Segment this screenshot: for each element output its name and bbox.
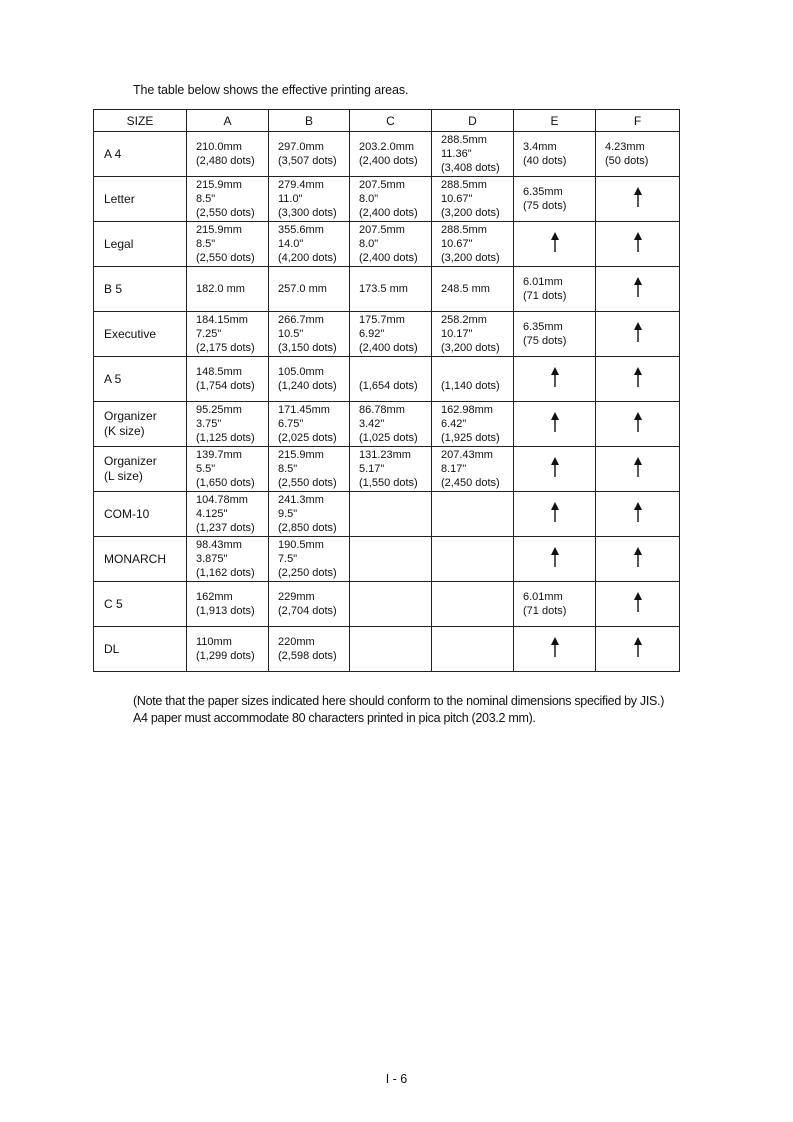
value-line: 207.5mm xyxy=(359,224,405,236)
value-line: (75 dots) xyxy=(523,335,567,347)
size-cell xyxy=(94,582,187,627)
value-line: (1,237 dots) xyxy=(196,522,255,534)
value-line: (1,550 dots) xyxy=(359,477,418,489)
size-cell xyxy=(94,537,187,582)
value-line: 8.5" xyxy=(196,238,216,250)
value-line xyxy=(359,365,431,379)
size-cell xyxy=(94,222,187,267)
value-line: (3,300 dots) xyxy=(278,207,337,219)
same-as-above-cell xyxy=(596,177,680,222)
value-cell-c xyxy=(350,402,432,447)
value-cell-c xyxy=(350,132,432,177)
value-cell-d xyxy=(432,177,514,222)
value-line: 139.7mm xyxy=(196,449,242,461)
value-line: 229mm xyxy=(278,591,315,603)
up-arrow-icon xyxy=(633,322,643,342)
value-line: 8.0" xyxy=(359,193,379,205)
table-row xyxy=(94,267,680,312)
value-line: 5.17" xyxy=(359,463,385,475)
value-line: (2,250 dots) xyxy=(278,567,337,579)
value-line: 248.5 mm xyxy=(441,283,490,295)
value-line: 98.43mm xyxy=(196,539,242,551)
value-line: 6.35mm xyxy=(523,186,563,198)
value-cell-c xyxy=(350,177,432,222)
size-cell xyxy=(94,357,187,402)
value-cell-a xyxy=(187,537,269,582)
value-line: 279.4mm xyxy=(278,179,324,191)
value-line: 3.75" xyxy=(196,418,222,430)
up-arrow-icon xyxy=(550,412,560,432)
size-cell xyxy=(94,447,187,492)
value-cell-d xyxy=(432,537,514,582)
same-as-above-cell xyxy=(514,222,596,267)
value-line: 173.5 mm xyxy=(359,283,408,295)
up-arrow-icon xyxy=(550,367,560,387)
same-as-above-cell xyxy=(596,267,680,312)
value-line: 162mm xyxy=(196,591,233,603)
value-cell-b xyxy=(269,132,350,177)
value-line: (2,025 dots) xyxy=(278,432,337,444)
size-label: Organizer xyxy=(104,409,157,423)
up-arrow-icon xyxy=(550,547,560,567)
value-cell-b xyxy=(269,312,350,357)
value-line: (3,408 dots) xyxy=(441,162,500,174)
value-cell-b xyxy=(269,447,350,492)
value-cell-b xyxy=(269,267,350,312)
size-label: Letter xyxy=(104,191,135,206)
same-as-above-cell xyxy=(596,402,680,447)
note-line-2: A4 paper must accommodate 80 characters printed in pica pitch (203.2 mm). xyxy=(133,711,536,725)
value-cell-a xyxy=(187,267,269,312)
value-line: (2,480 dots) xyxy=(196,155,255,167)
value-line: (40 dots) xyxy=(523,155,567,167)
value-line: 241.3mm xyxy=(278,494,324,506)
printing-area-table xyxy=(93,109,680,672)
size-cell xyxy=(94,627,187,672)
value-line: 288.5mm xyxy=(441,134,487,146)
value-line: 6.42" xyxy=(441,418,467,430)
table-row xyxy=(94,312,680,357)
table-row xyxy=(94,447,680,492)
value-line: 266.7mm xyxy=(278,314,324,326)
value-cell-a xyxy=(187,312,269,357)
size-cell xyxy=(94,177,187,222)
size-label: COM-10 xyxy=(104,506,150,521)
value-cell-e xyxy=(514,132,596,177)
table-row xyxy=(94,132,680,177)
value-line: 10.67" xyxy=(441,238,473,250)
same-as-above-cell xyxy=(596,582,680,627)
value-line: 6.35mm xyxy=(523,321,563,333)
value-line: 95.25mm xyxy=(196,404,242,416)
value-cell-c xyxy=(350,267,432,312)
value-line: (1,654 dots) xyxy=(359,380,418,392)
value-line: 175.7mm xyxy=(359,314,405,326)
value-line: 210.0mm xyxy=(196,141,242,153)
up-arrow-icon xyxy=(633,277,643,297)
size-label: B 5 xyxy=(104,281,123,296)
value-cell-a xyxy=(187,177,269,222)
up-arrow-icon xyxy=(633,457,643,477)
value-cell-d xyxy=(432,582,514,627)
value-line: 14.0" xyxy=(278,238,304,250)
value-cell-a xyxy=(187,132,269,177)
header-size: SIZE xyxy=(94,110,187,132)
value-line: (3,200 dots) xyxy=(441,207,500,219)
value-cell-b xyxy=(269,402,350,447)
header-col-b: B xyxy=(269,110,350,132)
value-line: (1,162 dots) xyxy=(196,567,255,579)
value-line: 10.17" xyxy=(441,328,473,340)
size-cell xyxy=(94,402,187,447)
table-row xyxy=(94,582,680,627)
header-col-f: F xyxy=(596,110,680,132)
value-line: (2,704 dots) xyxy=(278,605,337,617)
same-as-above-cell xyxy=(596,627,680,672)
value-line: 10.67" xyxy=(441,193,473,205)
value-line: 10.5" xyxy=(278,328,304,340)
value-line: (2,400 dots) xyxy=(359,252,418,264)
size-label: C 5 xyxy=(104,596,123,611)
value-line: 4.125" xyxy=(196,508,228,520)
value-line: 220mm xyxy=(278,636,315,648)
value-line: (2,400 dots) xyxy=(359,207,418,219)
value-line: 355.6mm xyxy=(278,224,324,236)
value-cell-d xyxy=(432,357,514,402)
size-cell xyxy=(94,267,187,312)
value-line: 182.0 mm xyxy=(196,283,245,295)
up-arrow-icon xyxy=(550,232,560,252)
value-line: 104.78mm xyxy=(196,494,248,506)
value-line: 8.5" xyxy=(196,193,216,205)
size-label: Executive xyxy=(104,326,157,341)
header-col-e: E xyxy=(514,110,596,132)
value-cell-e xyxy=(514,177,596,222)
value-line: (2,850 dots) xyxy=(278,522,337,534)
value-line: (2,450 dots) xyxy=(441,477,500,489)
header-col-c: C xyxy=(350,110,432,132)
same-as-above-cell xyxy=(596,447,680,492)
value-cell-d xyxy=(432,402,514,447)
value-line: (3,507 dots) xyxy=(278,155,337,167)
value-line: 257.0 mm xyxy=(278,283,327,295)
table-row xyxy=(94,222,680,267)
value-line: 297.0mm xyxy=(278,141,324,153)
value-line: (3,150 dots) xyxy=(278,342,337,354)
value-line: 110mm xyxy=(196,636,232,648)
value-line: 184.15mm xyxy=(196,314,248,326)
table-body xyxy=(94,132,680,672)
value-line: 148.5mm xyxy=(196,366,242,378)
up-arrow-icon xyxy=(633,637,643,657)
value-cell-b xyxy=(269,492,350,537)
same-as-above-cell xyxy=(596,222,680,267)
value-cell-b xyxy=(269,177,350,222)
value-cell-c xyxy=(350,222,432,267)
value-line xyxy=(441,365,513,379)
value-cell-a xyxy=(187,582,269,627)
same-as-above-cell xyxy=(596,312,680,357)
value-line: 11.0" xyxy=(278,193,303,205)
size-label: A 5 xyxy=(104,371,122,386)
value-line: (3,200 dots) xyxy=(441,252,500,264)
size-label: DL xyxy=(104,641,120,656)
value-cell-c xyxy=(350,447,432,492)
value-cell-f xyxy=(596,132,680,177)
table-row xyxy=(94,402,680,447)
size-label: MONARCH xyxy=(104,551,166,566)
same-as-above-cell xyxy=(514,447,596,492)
value-line: (2,175 dots) xyxy=(196,342,255,354)
up-arrow-icon xyxy=(550,502,560,522)
value-line: 162.98mm xyxy=(441,404,493,416)
value-cell-d xyxy=(432,627,514,672)
size-cell xyxy=(94,312,187,357)
same-as-above-cell xyxy=(514,492,596,537)
value-cell-d xyxy=(432,312,514,357)
value-line: (2,550 dots) xyxy=(196,207,255,219)
header-col-a: A xyxy=(187,110,269,132)
up-arrow-icon xyxy=(633,232,643,252)
value-line: 6.01mm xyxy=(523,276,563,288)
value-cell-a xyxy=(187,492,269,537)
table-row xyxy=(94,357,680,402)
size-label: A 4 xyxy=(104,146,122,161)
up-arrow-icon xyxy=(550,457,560,477)
value-cell-c xyxy=(350,357,432,402)
value-line: 215.9mm xyxy=(196,179,242,191)
same-as-above-cell xyxy=(596,492,680,537)
value-line: 171.45mm xyxy=(278,404,330,416)
value-line: (1,140 dots) xyxy=(441,380,500,392)
size-cell xyxy=(94,492,187,537)
value-line: (75 dots) xyxy=(523,200,567,212)
value-line: (1,925 dots) xyxy=(441,432,500,444)
value-line: 288.5mm xyxy=(441,224,487,236)
value-line: (3,200 dots) xyxy=(441,342,500,354)
value-line: 215.9mm xyxy=(278,449,324,461)
value-line: (2,550 dots) xyxy=(278,477,337,489)
value-cell-a xyxy=(187,447,269,492)
value-line: 11.36" xyxy=(441,148,472,160)
header-row xyxy=(94,110,680,132)
up-arrow-icon xyxy=(633,187,643,207)
size-label: Organizer xyxy=(104,454,157,468)
same-as-above-cell xyxy=(514,402,596,447)
note-line-1: (Note that the paper sizes indicated here should conform to the nominal dimensions specified by JIS.) xyxy=(133,694,665,708)
value-line: (1,913 dots) xyxy=(196,605,255,617)
size-label: (K size) xyxy=(104,424,145,438)
same-as-above-cell xyxy=(596,537,680,582)
value-line: 288.5mm xyxy=(441,179,487,191)
size-cell xyxy=(94,132,187,177)
value-cell-b xyxy=(269,537,350,582)
value-cell-d xyxy=(432,222,514,267)
table-row xyxy=(94,492,680,537)
value-line: 7.5" xyxy=(278,553,298,565)
value-line: 203.2.0mm xyxy=(359,141,415,153)
size-label: (L size) xyxy=(104,469,143,483)
value-line: 6.01mm xyxy=(523,591,563,603)
value-line: 207.5mm xyxy=(359,179,405,191)
value-line: 3.875" xyxy=(196,553,228,565)
value-line: 131.23mm xyxy=(359,449,411,461)
value-line: 258.2mm xyxy=(441,314,487,326)
value-line: 6.92" xyxy=(359,328,385,340)
value-line: 86.78mm xyxy=(359,404,405,416)
value-line: 9.5" xyxy=(278,508,298,520)
page-number: I - 6 xyxy=(385,1072,408,1086)
value-cell-a xyxy=(187,357,269,402)
value-line: (1,299 dots) xyxy=(196,650,255,662)
value-line: 5.5" xyxy=(196,463,216,475)
value-line: (1,240 dots) xyxy=(278,380,337,392)
value-cell-d xyxy=(432,447,514,492)
up-arrow-icon xyxy=(633,547,643,567)
value-line: (71 dots) xyxy=(523,290,567,302)
value-line: (2,550 dots) xyxy=(196,252,255,264)
value-cell-a xyxy=(187,402,269,447)
value-line: (1,025 dots) xyxy=(359,432,418,444)
value-line: 190.5mm xyxy=(278,539,324,551)
up-arrow-icon xyxy=(633,502,643,522)
value-line: (1,754 dots) xyxy=(196,380,255,392)
value-line: 4.23mm xyxy=(605,141,645,153)
up-arrow-icon xyxy=(633,592,643,612)
value-cell-a xyxy=(187,627,269,672)
value-cell-c xyxy=(350,492,432,537)
up-arrow-icon xyxy=(633,412,643,432)
value-cell-e xyxy=(514,582,596,627)
size-label: Legal xyxy=(104,236,134,251)
value-line: (1,125 dots) xyxy=(196,432,255,444)
value-cell-b xyxy=(269,582,350,627)
value-line: (50 dots) xyxy=(605,155,649,167)
value-line: 105.0mm xyxy=(278,366,324,378)
same-as-above-cell xyxy=(514,537,596,582)
value-cell-e xyxy=(514,312,596,357)
value-line: 3.4mm xyxy=(523,141,557,153)
value-cell-c xyxy=(350,312,432,357)
header-col-d: D xyxy=(432,110,514,132)
value-line: (71 dots) xyxy=(523,605,567,617)
value-cell-c xyxy=(350,582,432,627)
table-row xyxy=(94,177,680,222)
table-row xyxy=(94,537,680,582)
value-cell-b xyxy=(269,357,350,402)
value-line: 8.17" xyxy=(441,463,467,475)
up-arrow-icon xyxy=(633,367,643,387)
intro-text: The table below shows the effective printing areas. xyxy=(133,83,409,97)
value-cell-e xyxy=(514,267,596,312)
value-line: 3.42" xyxy=(359,418,385,430)
up-arrow-icon xyxy=(550,637,560,657)
value-line: (1,650 dots) xyxy=(196,477,255,489)
value-cell-b xyxy=(269,222,350,267)
value-cell-c xyxy=(350,537,432,582)
same-as-above-cell xyxy=(514,357,596,402)
value-line: 8.5" xyxy=(278,463,298,475)
value-cell-d xyxy=(432,267,514,312)
value-line: 7.25" xyxy=(196,328,222,340)
same-as-above-cell xyxy=(514,627,596,672)
value-line: 207.43mm xyxy=(441,449,493,461)
footnote xyxy=(133,693,664,727)
value-line: (2,598 dots) xyxy=(278,650,337,662)
value-line: 6.75" xyxy=(278,418,304,430)
value-line: 215.9mm xyxy=(196,224,242,236)
value-line: (2,400 dots) xyxy=(359,342,418,354)
table-row xyxy=(94,627,680,672)
value-cell-d xyxy=(432,492,514,537)
value-line: (4,200 dots) xyxy=(278,252,337,264)
same-as-above-cell xyxy=(596,357,680,402)
value-line: (2,400 dots) xyxy=(359,155,418,167)
value-cell-b xyxy=(269,627,350,672)
value-cell-c xyxy=(350,627,432,672)
value-cell-d xyxy=(432,132,514,177)
value-cell-a xyxy=(187,222,269,267)
value-line: 8.0" xyxy=(359,238,379,250)
